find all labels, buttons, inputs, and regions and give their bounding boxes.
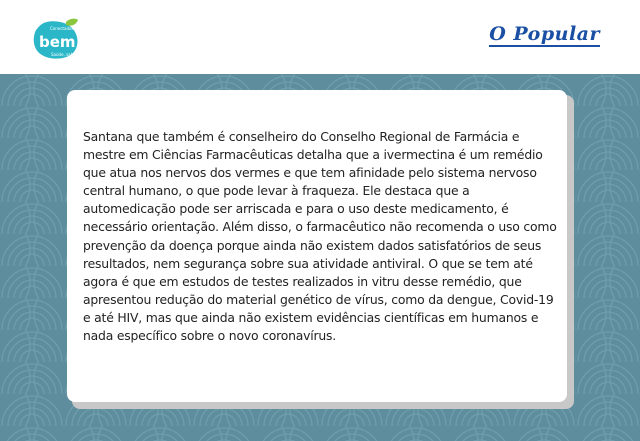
- header-bar: [0, 0, 640, 74]
- svg-text:bem: bem: [39, 33, 76, 51]
- article-card: [67, 90, 567, 402]
- svg-text:Saúde, saber!: Saúde, saber!: [51, 52, 79, 57]
- o-popular-logo: O Popular: [489, 23, 600, 45]
- article-body: Santana que também é conselheiro do Conselho Regional de Farmácia e mestre em Ciências Farmacêuticas detalha que a ivermectina é um remédio que atua nos nervos dos vermes e que tem afinidade pelo sistema nervoso central humano, o que pode levar à fraqueza. Ele destaca que a automedicação pode ser arriscada e para o uso deste medicamento, é necessário orientação. Além disso, o farmacêutico não recomenda o uso como prevenção da doença porque ainda não existem dados satisfatórios de seus resultados, nem segurança sobre sua atividade antiviral. O que se tem até agora é que em estudos de testes realizados in vitru desse remédio, que apresentou redução do material genético de vírus, como da dengue, Covid-19 e até HIV, mas que ainda não existem evidências científicas em humanos e nada específico sobre o novo coronavírus.: [83, 129, 557, 344]
- svg-text:Conectados: Conectados: [50, 26, 74, 31]
- conectados-bem-logo: [28, 16, 82, 62]
